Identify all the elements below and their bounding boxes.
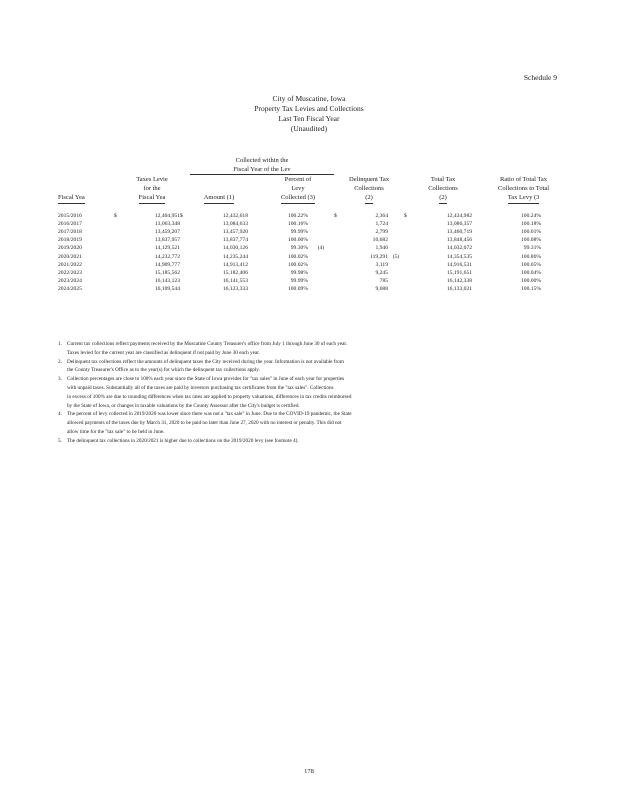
currency-symbol — [180, 269, 190, 277]
pct-cell: 99.99% — [290, 278, 308, 285]
spacer — [248, 220, 262, 228]
spacer — [472, 261, 484, 269]
pct-cell: 100.00% — [287, 237, 308, 244]
group-header-line1: Collected within the — [235, 157, 289, 164]
fiscal-year-cell: 2015/2016 — [58, 212, 82, 219]
table-row — [58, 220, 563, 228]
spacer — [472, 220, 484, 228]
amount-cell: 13,457,920 — [222, 228, 248, 235]
currency-symbol — [114, 236, 124, 244]
currency-symbol — [334, 269, 344, 277]
ratio-cell: 99.31% — [523, 245, 542, 252]
total-cell: 13,848,456 — [446, 237, 473, 244]
delinq-cell: 2,364 — [375, 212, 389, 219]
footnote-number: 5. — [58, 437, 62, 444]
currency-symbol: $ — [404, 212, 407, 219]
amount-cell: 12,432,618 — [222, 212, 248, 219]
spacer — [472, 244, 484, 252]
table-row — [58, 261, 563, 269]
delinq-note-cell — [388, 228, 404, 236]
fiscal-year-cell: 2023/2024 — [58, 278, 82, 285]
total-cell: 14,916,531 — [446, 261, 473, 268]
total-cell: 13,460,719 — [446, 228, 473, 235]
currency-symbol — [180, 228, 190, 236]
currency-symbol — [180, 261, 190, 269]
delinq-cell: 3,119 — [375, 261, 389, 268]
levied-cell: 14,232,772 — [154, 253, 180, 260]
pct-cell: 100.22% — [287, 212, 308, 219]
pct-note-cell: (4) — [317, 245, 325, 252]
levies-collections-table — [58, 156, 563, 294]
total-cell: 14,354,535 — [446, 253, 473, 260]
delinq-cell: 9,245 — [375, 269, 389, 276]
footnote-line: Taxes levied for the current year are classified as delinquent if not paid by June 30 each year. — [67, 349, 260, 356]
spacer — [248, 253, 262, 261]
footnote-number: 3. — [58, 376, 62, 383]
table-row — [58, 212, 563, 220]
levied-cell: 15,185,562 — [154, 269, 180, 276]
fiscal-year-cell: 2024/2025 — [58, 286, 82, 293]
schedule-label: Schedule 9 — [523, 73, 557, 82]
footnote — [58, 375, 578, 410]
ratio-cell: 100.04% — [520, 269, 542, 276]
table-row — [58, 253, 563, 261]
currency-symbol — [180, 253, 190, 261]
amount-cell: 16,123,333 — [222, 286, 248, 293]
levied-header-3: Fiscal Yea — [139, 193, 166, 204]
currency-symbol — [114, 261, 124, 269]
currency-symbol — [404, 253, 414, 261]
pct-cell: 100.02% — [287, 253, 308, 260]
spacer — [472, 253, 484, 261]
currency-symbol — [404, 277, 414, 285]
city-title: City of Muscatine, Iowa — [272, 94, 346, 103]
footnote-line: The percent of levy collected in 2019/2020 was lower since there was not a "tax sale" in June. Due to the COVID-19 pandemic, the State — [67, 411, 352, 418]
amount-cell: 14,913,412 — [222, 261, 248, 268]
currency-symbol — [180, 277, 190, 285]
currency-symbol — [180, 236, 190, 244]
pct-note-cell — [308, 236, 334, 244]
total-cell: 13,086,357 — [446, 220, 473, 227]
page-number: 178 — [304, 768, 314, 775]
ratio-cell: 100.15% — [520, 286, 542, 293]
footnote-number: 1. — [58, 341, 62, 347]
footnote-line: by the State of Iowa, or changes in taxable valuations by the County Assessor after the City's budget is certified. — [67, 402, 300, 409]
footnote-text — [67, 358, 578, 376]
pct-note-cell — [308, 285, 334, 293]
levied-cell: 13,063,348 — [154, 220, 180, 227]
delinq-cell: 2,799 — [375, 228, 389, 235]
group-header-line2: Fiscal Year of the Lev — [190, 165, 334, 175]
currency-symbol — [114, 253, 124, 261]
pct-note-cell — [308, 261, 334, 269]
report-title: Property Tax Levies and Collections — [254, 104, 364, 113]
levied-cell: 13,459,207 — [154, 228, 180, 235]
footnote — [58, 340, 578, 358]
total-cell: 16,133,021 — [446, 286, 473, 293]
delinq-note-cell — [388, 236, 404, 244]
pct-header-3: Collected (3) — [281, 193, 315, 204]
currency-symbol — [114, 285, 124, 293]
levied-header-2: for the — [143, 185, 161, 192]
delinq-note-cell — [388, 212, 404, 220]
pct-note-cell — [308, 253, 334, 261]
amount-cell: 13,084,633 — [222, 220, 248, 227]
ratio-cell: 100.05% — [520, 261, 542, 268]
footnote-line: allowed payments of the taxes due by March 31, 2020 to be paid no later than June 27, 2020 with no interest or penalty. This did not — [67, 420, 342, 427]
amount-cell: 13,837,774 — [222, 237, 248, 244]
delinq-note-cell — [388, 277, 404, 285]
delinq-note-cell — [388, 269, 404, 277]
pct-note-cell — [308, 269, 334, 277]
table-row — [58, 228, 563, 236]
pct-header-1: Percent of — [284, 176, 312, 183]
delinq-cell: 119,291 — [370, 253, 389, 260]
levied-cell: 12,404,951 — [154, 212, 180, 219]
currency-symbol — [334, 244, 344, 252]
total-header-1: Total Tax — [430, 176, 456, 183]
fiscal-year-cell: 2018/2019 — [58, 237, 82, 244]
delinq-cell: 785 — [379, 278, 389, 285]
table-row — [58, 236, 563, 244]
pct-cell: 99.30% — [290, 245, 308, 252]
currency-symbol — [114, 244, 124, 252]
spacer — [472, 269, 484, 277]
footnote-line: The delinquent tax collections in 2020/2021 is higher due to collections on the 2019/2020 levy (see footnote 4). — [67, 437, 299, 444]
delinq-header-1: Delinquent Tax — [349, 176, 390, 183]
amount-header: Amount (1) — [204, 193, 235, 204]
footnotes — [58, 340, 578, 446]
footnote — [58, 410, 578, 436]
amount-cell: 15,182,406 — [222, 269, 248, 276]
audit-status: (Unaudited) — [290, 124, 328, 133]
fiscal-year-cell: 2016/2017 — [58, 220, 82, 227]
spacer — [248, 277, 262, 285]
spacer — [248, 269, 262, 277]
fiscal-year-cell: 2021/2022 — [58, 261, 82, 268]
footnote-line: with unpaid taxes. Substantially all of the taxes are paid by investors purchasing tax certificates from the "tax sales". Collections — [67, 384, 334, 391]
spacer — [472, 228, 484, 236]
total-header-2: Collections — [428, 185, 458, 192]
currency-symbol — [404, 236, 414, 244]
pct-header-2: Levy — [291, 185, 305, 192]
spacer — [472, 277, 484, 285]
fiscal-year-header: Fiscal Yea — [58, 193, 85, 204]
currency-symbol — [334, 285, 344, 293]
total-cell: 14,032,072 — [446, 245, 473, 252]
pct-cell: 99.99% — [290, 228, 308, 235]
footnote-text — [67, 437, 578, 446]
spacer — [248, 244, 262, 252]
currency-symbol — [114, 220, 124, 228]
ratio-header-2: Collections to Total — [498, 185, 550, 192]
pct-cell: 100.09% — [287, 286, 308, 293]
currency-symbol — [404, 228, 414, 236]
pct-note-cell — [308, 212, 334, 220]
ratio-cell: 100.01% — [520, 228, 542, 235]
currency-symbol — [180, 244, 190, 252]
currency-symbol — [404, 269, 414, 277]
spacer — [472, 285, 484, 293]
currency-symbol — [334, 253, 344, 261]
pct-cell: 99.98% — [290, 269, 308, 276]
ratio-header-3: Tax Levy (3 — [508, 193, 540, 204]
total-cell: 12,434,982 — [446, 212, 473, 219]
amount-cell: 16,141,553 — [222, 278, 248, 285]
currency-symbol — [114, 269, 124, 277]
pct-note-cell — [308, 228, 334, 236]
footnote-line: Collection percentages are close to 100% each year since the State of Iowa provides for "tax sales" in June of each year for properties — [67, 376, 345, 383]
delinq-note-cell — [388, 244, 404, 252]
delinq-note-cell — [388, 261, 404, 269]
levied-cell: 16,143,123 — [154, 278, 180, 285]
table-row — [58, 269, 563, 277]
table-row — [58, 277, 563, 285]
pct-note-cell — [308, 277, 334, 285]
footnote-text — [67, 410, 578, 436]
footnote-line: the County Treasurer's Office as to the year(s) for which the delinquent tax collections apply. — [67, 367, 260, 374]
currency-symbol — [334, 236, 344, 244]
total-cell: 15,191,651 — [446, 269, 473, 276]
currency-symbol: $ — [114, 212, 117, 219]
footnote-line: allow time for the "tax sale" to be held in June. — [67, 428, 165, 435]
pct-cell: 100.02% — [287, 261, 308, 268]
levied-header-1: Taxes Levie — [136, 176, 168, 183]
table-body — [58, 212, 563, 294]
currency-symbol — [334, 220, 344, 228]
pct-note-cell — [308, 220, 334, 228]
currency-symbol — [180, 285, 190, 293]
amount-cell: 14,030,126 — [222, 245, 248, 252]
spacer — [472, 212, 484, 220]
currency-symbol — [404, 220, 414, 228]
delinq-cell: 10,682 — [372, 237, 389, 244]
pct-cell: 100.16% — [287, 220, 308, 227]
delinq-cell: 1,946 — [375, 245, 389, 252]
spacer — [248, 285, 262, 293]
delinq-header-2: Collections — [354, 185, 384, 192]
footnote-number: 2. — [58, 358, 62, 365]
ratio-cell: 100.08% — [520, 237, 542, 244]
currency-symbol — [404, 261, 414, 269]
total-header-3: (2) — [439, 193, 447, 204]
footnote-line: Delinquent tax collections reflect the amounts of delinquent taxes the City received during the year. Information is not available from — [67, 358, 344, 365]
currency-symbol: $ — [180, 212, 183, 219]
footnote — [58, 437, 578, 446]
currency-symbol — [334, 228, 344, 236]
spacer — [472, 236, 484, 244]
levied-cell: 16,109,544 — [154, 286, 180, 293]
currency-symbol — [404, 244, 414, 252]
footnote — [58, 358, 578, 376]
fiscal-year-cell: 2017/2018 — [58, 228, 82, 235]
currency-symbol — [334, 277, 344, 285]
footnote-line: in excess of 100% are due to rounding differences when tax rates are applied to property valuations, differences in tax credits reimbursed — [67, 393, 352, 400]
currency-symbol — [334, 261, 344, 269]
footnote-number: 4. — [58, 411, 62, 418]
delinq-note-cell: (5) — [392, 253, 400, 260]
fiscal-year-cell: 2019/2020 — [58, 245, 82, 252]
ratio-cell: 100.86% — [520, 253, 542, 260]
table-row — [58, 285, 563, 293]
currency-symbol — [114, 277, 124, 285]
currency-symbol — [404, 285, 414, 293]
levied-cell: 14,129,521 — [154, 245, 180, 252]
spacer — [248, 261, 262, 269]
ratio-cell: 100.24% — [520, 212, 542, 219]
footnote-text — [67, 340, 578, 358]
levied-cell: 14,909,777 — [154, 261, 180, 268]
report-period: Last Ten Fiscal Year — [278, 114, 340, 123]
delinq-cell: 9,688 — [375, 286, 389, 293]
ratio-header-1: Ratio of Total Tax — [500, 176, 548, 183]
delinq-cell: 1,724 — [375, 220, 389, 227]
ratio-cell: 100.18% — [520, 220, 542, 227]
report-header — [0, 94, 618, 134]
delinq-header-3: (2) — [365, 193, 373, 204]
total-cell: 16,142,338 — [446, 278, 473, 285]
spacer — [248, 212, 262, 220]
spacer — [248, 236, 262, 244]
delinq-note-cell — [388, 220, 404, 228]
fiscal-year-cell: 2022/2023 — [58, 269, 82, 276]
fiscal-year-cell: 2020/2021 — [58, 253, 82, 260]
currency-symbol: $ — [334, 212, 337, 219]
delinq-note-cell — [388, 285, 404, 293]
footnote-line: Current tax collections reflect payments received by the Muscatine County Treasurer's office from July 1 through June 30 of each year. — [67, 341, 348, 347]
footnote-text — [67, 375, 578, 410]
ratio-cell: 100.00% — [520, 278, 542, 285]
currency-symbol — [180, 220, 190, 228]
amount-cell: 14,235,244 — [222, 253, 248, 260]
levied-cell: 13,837,957 — [154, 237, 180, 244]
currency-symbol — [114, 228, 124, 236]
spacer — [248, 228, 262, 236]
table-row — [58, 244, 563, 252]
